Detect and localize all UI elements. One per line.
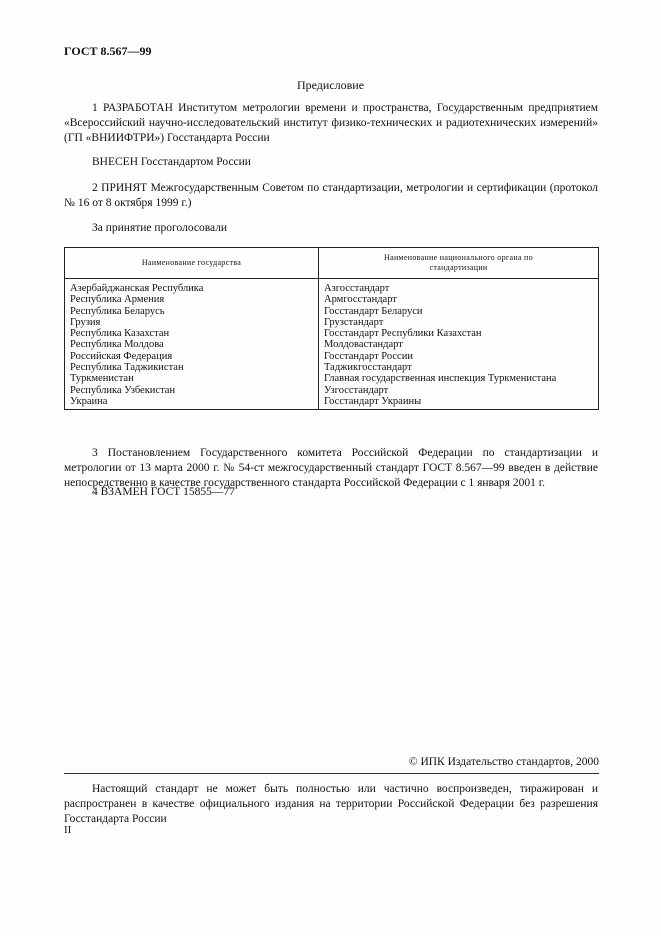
body-cell: Армгосстандарт: [319, 294, 599, 305]
page-number: II: [64, 824, 72, 836]
table-row: [65, 294, 599, 305]
body-cell: Госстандарт Беларуси: [319, 306, 599, 317]
paragraph-resolution: 3 Постановлением Государственного комитета Российской Федерации по стандартизации и метрологии от 13 марта 2000 г. № 54-ст межгосударственный стандарт ГОСТ 8.567—99 введен в действие непосредственно в качестве государственного стандарта Российской Федерации с 1 января 2001 г.: [64, 447, 598, 489]
state-cell: Украина: [65, 396, 319, 410]
paragraph-introduced: ВНЕСЕН Госстандартом России: [92, 156, 251, 168]
body-cell: Госстандарт Республики Казахстан: [319, 328, 599, 339]
state-cell: Республика Беларусь: [65, 306, 319, 317]
body-cell: Азгосстандарт: [319, 279, 599, 295]
table-row: [65, 396, 599, 410]
paragraph-replaces: 4 ВЗАМЕН ГОСТ 15855—77: [92, 486, 235, 498]
header-national-body: Наименование национального органа по стандартизации: [319, 248, 599, 279]
state-cell: Туркменистан: [65, 373, 319, 384]
header-state: Наименование государства: [65, 248, 319, 279]
footer-divider: [64, 773, 599, 774]
state-cell: Республика Таджикистан: [65, 362, 319, 373]
table-row: [65, 373, 599, 384]
body-cell: Госстандарт России: [319, 351, 599, 362]
state-cell: Грузия: [65, 317, 319, 328]
body-cell: Грузстандарт: [319, 317, 599, 328]
body-cell: Таджикгосстандарт: [319, 362, 599, 373]
body-cell: Госстандарт Украины: [319, 396, 599, 410]
document-code: ГОСТ 8.567—99: [64, 44, 152, 58]
paragraph-developed: 1 РАЗРАБОТАН Институтом метрологии времени и пространства, Государственным предприятием «Всероссийский научно-исследовательский институт физико-технических и радиотехнических измерений» (ГП «ВНИИФТРИ») Госстандарта России: [64, 102, 598, 144]
preface-title: Предисловие: [296, 78, 365, 92]
state-cell: Республика Казахстан: [65, 328, 319, 339]
table-row: [65, 328, 599, 339]
state-cell: Российская Федерация: [65, 351, 319, 362]
table-header-row: [65, 248, 599, 279]
body-cell: Узгосстандарт: [319, 385, 599, 396]
state-cell: Республика Узбекистан: [65, 385, 319, 396]
state-cell: Республика Молдова: [65, 339, 319, 350]
voted-label: За принятие проголосовали: [92, 222, 228, 234]
table-row: [65, 317, 599, 328]
copyright-notice: © ИПК Издательство стандартов, 2000: [408, 756, 599, 768]
body-cell: Молдовастандарт: [319, 339, 599, 350]
state-cell: Республика Армения: [65, 294, 319, 305]
table-row: [65, 351, 599, 362]
state-cell: Азербайджанская Республика: [65, 279, 319, 295]
member-states-table: [64, 247, 599, 410]
reproduction-notice: Настоящий стандарт не может быть полностью или частично воспроизведен, тиражирован и распространен в качестве официального издания на территории Российской Федерации без разрешения Госстандарта России: [64, 783, 598, 825]
table-row: [65, 385, 599, 396]
table-row: [65, 279, 599, 295]
table-row: [65, 339, 599, 350]
body-cell: Главная государственная инспекция Туркменистана: [319, 373, 599, 384]
table-row: [65, 306, 599, 317]
paragraph-adopted: 2 ПРИНЯТ Межгосударственным Советом по стандартизации, метрологии и сертификации (протокол № 16 от 8 октября 1999 г.): [64, 182, 598, 209]
table-row: [65, 362, 599, 373]
